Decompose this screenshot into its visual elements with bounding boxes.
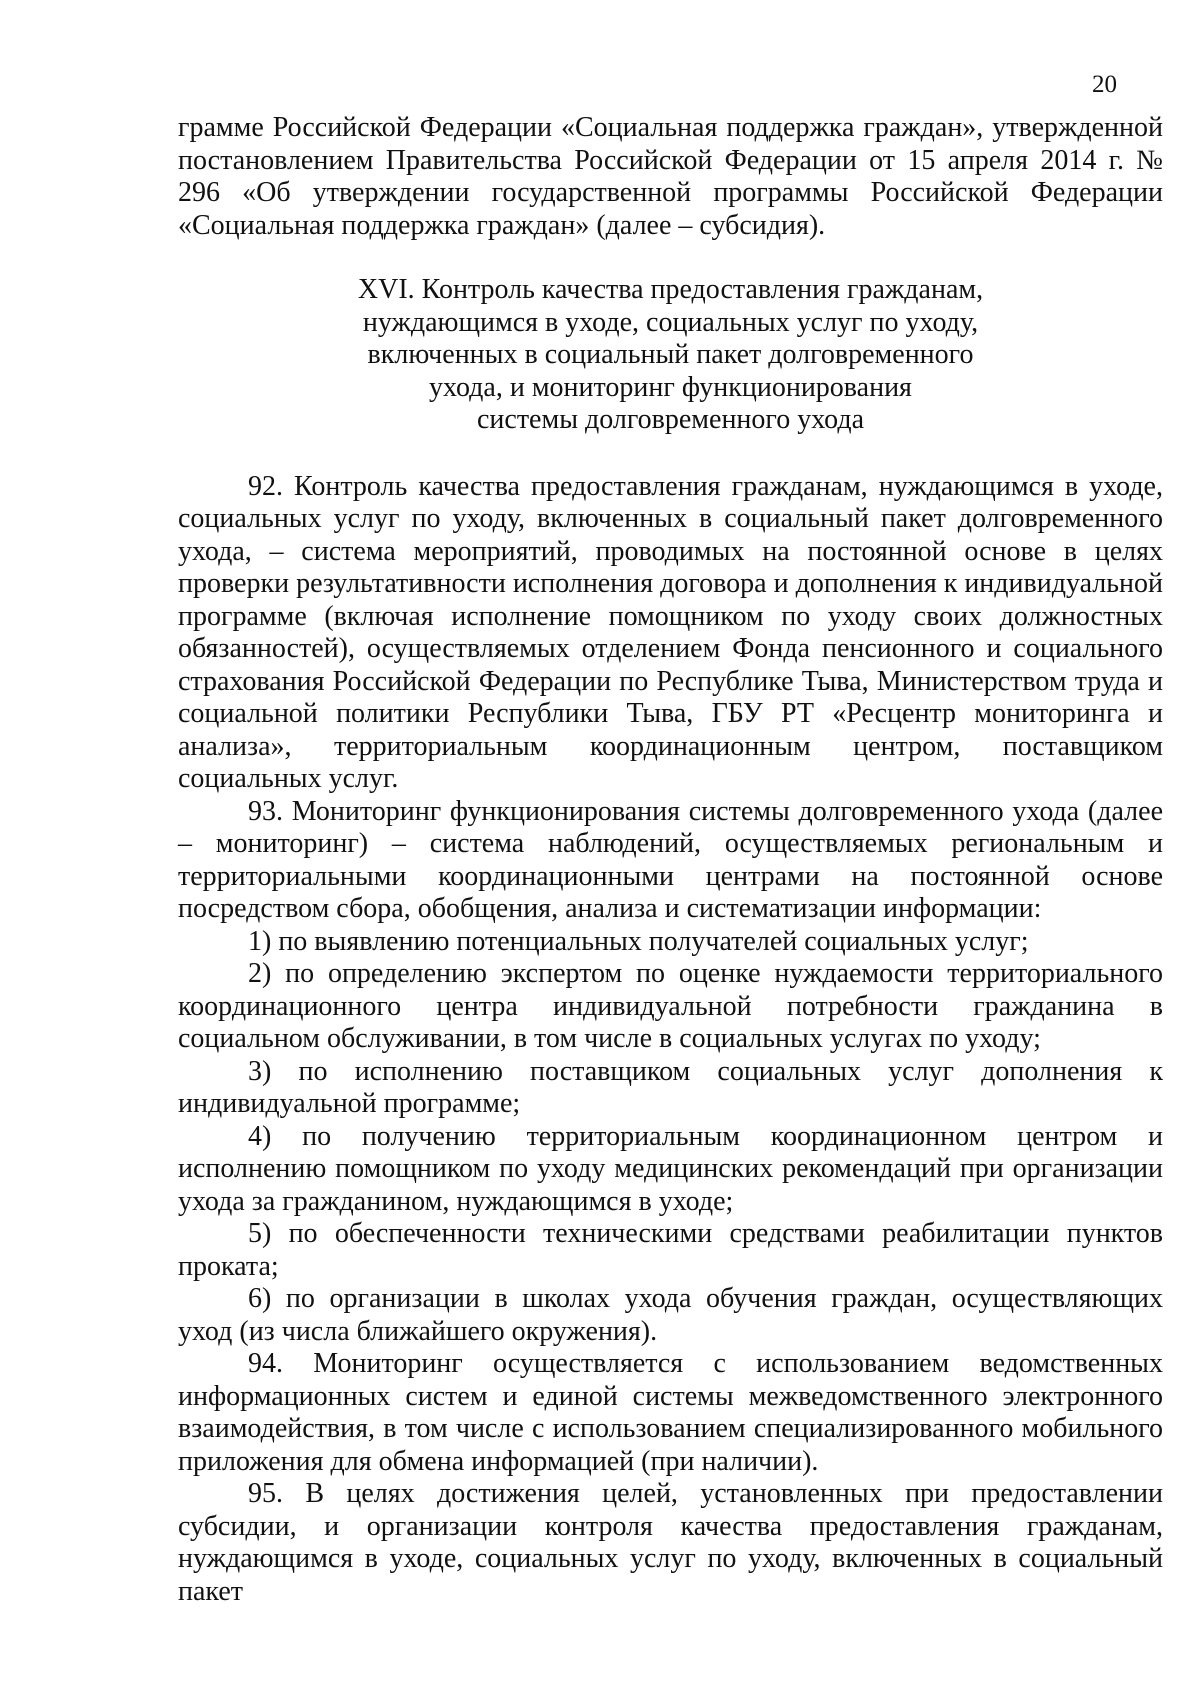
document-body — [178, 112, 1163, 1608]
paragraph-95: 95. В целях достижения целей, установленных при предоставлении субсидии, и организации контроля качества предоставления гражданам, нуждающимся в уходе, социальных услуг по уходу, включенных в социальный пакет — [178, 1478, 1163, 1607]
page-number: 20 — [1092, 71, 1117, 98]
paragraph-94: 94. Мониторинг осуществляется с использованием ведомственных информационных систем и единой системы межведомственного электронного взаимодействия, в том числе с использованием специализированного мобильного приложения для обмена информацией (при наличии). — [178, 1348, 1163, 1477]
section-heading-line: XVI. Контроль качества предоставления гражданам, — [357, 274, 984, 305]
section-heading-line: ухода, и мониторинг функционирования — [429, 371, 912, 403]
paragraph-92: 92. Контроль качества предоставления гражданам, нуждающимся в уходе, социальных услуг по уходу, включенных в социальный пакет долговременного ухода, – система мероприятий, проводимых на постоянной основе в целях проверки результативности исполнения договора и дополнения к индивидуальной программе (включая исполнение помощником по уходу своих должностных обязанностей), осуществляемых отделением Фонда пенсионного и социального страхования Российской Федерации по Республике Тыва, Министерством труда и социальной политики Республики Тыва, ГБУ РТ «Ресцентр мониторинга и анализа», территориальным координационным центром, поставщиком социальных услуг. — [178, 470, 1163, 794]
list-item-5: 5) по обеспеченности техническими средствами реабилитации пунктов проката; — [178, 1218, 1163, 1282]
list-item-3: 3) по исполнению поставщиком социальных услуг дополнения к индивидуальной программе; — [178, 1055, 1163, 1119]
section-heading — [331, 274, 1011, 437]
intro-paragraph: грамме Российской Федерации «Социальная поддержка граждан», утвержденной постановлением Правительства Российской Федерации от 15 апреля 2014 г. № 296 «Об утверждении государственной программы Российской Федерации «Социальная поддержка граждан» (далее – субсидия). — [178, 112, 1163, 241]
section-heading-line: системы долговременного ухода — [476, 404, 865, 435]
list-item-1: 1) по выявлению потенциальных получателей социальных услуг; — [248, 925, 1029, 957]
list-item-6: 6) по организации в школах ухода обучения граждан, осуществляющих уход (из числа ближайшего окружения). — [178, 1283, 1163, 1347]
paragraph-93: 93. Мониторинг функционирования системы долговременного ухода (далее – мониторинг) – система наблюдений, осуществляемых региональным и территориальными координационными центрами на постоянной основе посредством сбора, обобщения, анализа и систематизации информации: — [178, 795, 1163, 924]
list-item-2: 2) по определению экспертом по оценке нуждаемости территориального координационного центра индивидуальной потребности гражданина в социальном обслуживании, в том числе в социальных услугах по уходу; — [178, 958, 1163, 1054]
section-heading-line: нуждающимся в уходе, социальных услуг по уходу, — [362, 306, 979, 338]
list-item-4: 4) по получению территориальным координационном центром и исполнению помощником по уходу медицинских рекомендаций при организации ухода за гражданином, нуждающимся в уходе; — [178, 1120, 1163, 1217]
section-heading-line: включенных в социальный пакет долговременного — [367, 339, 974, 370]
